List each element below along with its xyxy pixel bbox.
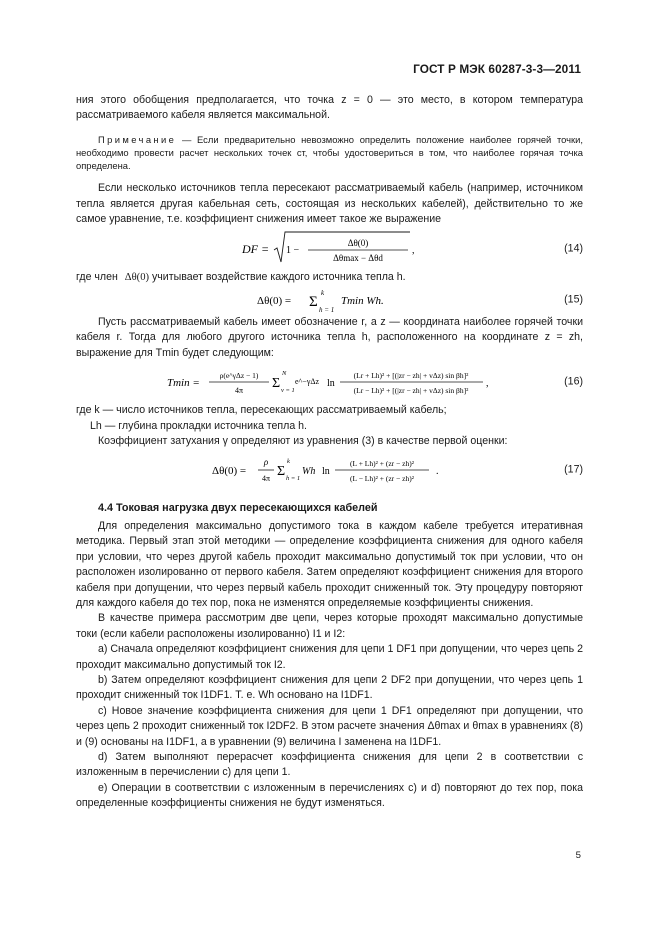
eq15-term: Tmin Wh. (340, 295, 384, 308)
note-text: — Если предварительно невозможно определить положение наиболее горячей точки, необходимо провести расчет нескольких точек ст, чтобы удостовериться в том, что наиболее горячая точка определена. (76, 133, 583, 172)
paragraph-where-k: где k — число источников тепла, пересекающих рассматриваемый кабель; (76, 404, 447, 417)
eq16-sum: Σ (271, 376, 280, 392)
eq17-sum-upper: k (286, 458, 290, 466)
eq16-fraction2-num: (Lr + Lh)² + [(|zr − zh| + vΔz) sin βh]² (353, 371, 468, 381)
section-heading-4-4: 4.4 Токовая нагрузка двух пересекающихся кабелей (98, 502, 378, 515)
svg-text:,: , (485, 378, 488, 390)
list-item-a: a) Сначала определяют коэффициент снижения для цепи 1 DF1 при допущении, что через цепь 2 проходит максимально допустимый ток I2. (76, 643, 583, 671)
list-item-b: b) Затем определяют коэффициент снижения для цепи 2 DF2 при допущении, что через цепь 1 проходит сниженный ток I1DF1. Т. е. Wh основано на I1DF1. (76, 673, 583, 702)
equation-17 (76, 449, 583, 491)
eq16-fraction2-den: (Lr − Lh)² + [(|zr − zh| + vΔz) sin βh]² (353, 386, 468, 396)
svg-text:,: , (411, 244, 414, 256)
term-symbol: Δθ(0) (124, 271, 150, 283)
eq14-numerator: Δθ(0) (347, 237, 368, 248)
equation-14 (76, 228, 583, 270)
equation-14-formula (240, 229, 420, 269)
equation-17-number: (17) (564, 463, 583, 476)
equation-14-number: (14) (564, 241, 583, 254)
eq17-fraction1-num: ρ (263, 457, 268, 468)
list-item-c: c) Новое значение коэффициента снижения для цепи 1 DF1 определяют при допущении, что через цепь 2 проходит сниженный ток I2DF2. В этом расчете значения Δθmax и θmax в уравнениях (8) и (9) основаны на I1DF1, а в уравнении (9) величина I заменена на I1DF1. (76, 704, 583, 748)
eq15-sum: Σ (308, 294, 318, 311)
paragraph-attenuation: Коэффициент затухания γ определяют из уравнения (3) в качестве первой оценки: (98, 435, 508, 448)
paragraph-iterative-method: Для определения максимально допустимого тока в каждом кабеле требуется итеративная методика. Первый этап этой методики — определение коэффициента снижения для одного кабеля при условии, что через другой кабель проходит максимально допустимый ток при условии, что он расположен изолированно от первого кабеля. Затем определяют коэффициент снижения для второго кабеля при допущении, что через первый кабель проходит сниженный ток. Эту процедуру повторяют для каждого кабеля до тех пор, пока не изменятся определяемые коэффициенты снижения. (76, 519, 583, 609)
list-item-e: e) Операции в соответствии с изложенным в перечислениях c) и d) повторяют до тех пор, пока определенные коэффициенты снижения не будут изменяться. (76, 781, 583, 810)
eq16-ln: ln (326, 378, 335, 390)
eq14-denominator: Δθmax − Δθd (332, 252, 383, 263)
eq16-fraction1-num: ρ(e^γΔz − 1) (219, 371, 258, 381)
eq16-exponential: e^−γΔz (294, 377, 319, 387)
eq15-sum-upper: k (320, 289, 324, 298)
eq17-ln: ln (321, 466, 330, 478)
note-paragraph (76, 133, 583, 173)
note-label: Примечание (98, 133, 177, 145)
equation-15-number: (15) (564, 293, 583, 306)
equation-15 (76, 285, 583, 315)
eq17-sum-lower: h = 1 (285, 475, 300, 483)
eq17-fraction2-den: (L − Lh)² + (zr − zh)² (349, 474, 414, 484)
page-number: 5 (575, 850, 581, 861)
paragraph-consider-cable: Пусть рассматриваемый кабель имеет обозначение r, а z — координата наиболее горячей точки кабеля r. Тогда для любого другого источника тепла h, расположенного на координате z = zh, выражение для Tmin будет следующим: (76, 316, 583, 359)
eq15-lhs: Δθ(0) = (256, 295, 291, 308)
equation-17-formula (210, 450, 450, 490)
eq14-one-minus: 1 − (285, 244, 299, 256)
equation-15-formula (255, 286, 405, 314)
standard-designation: ГОСТ Р МЭК 60287-3-3—2011 (413, 62, 581, 76)
paragraph-continuation: ния этого обобщения предполагается, что точка z = 0 — это место, в котором температура рассматриваемого кабеля является максимальной. (76, 94, 583, 122)
equation-16-number: (16) (564, 375, 583, 388)
eq17-fraction2-num: (L + Lh)² + (zr − zh)² (349, 459, 414, 469)
eq16-fraction1-den: 4π (234, 386, 243, 396)
eq15-sum-lower: h = 1 (318, 306, 334, 315)
paragraph-multiple-sources: Если несколько источников тепла пересекают рассматриваемый кабель (например, источником тепла является другая кабельная сеть, состоящая из нескольких кабелей), действительно то же самое уравнение, т.е. коэффициент снижения имеет такое же выражение (76, 182, 583, 226)
eq16-lhs: Tmin = (166, 377, 200, 390)
eq17-w: Wh (301, 466, 315, 478)
eq17-lhs: Δθ(0) = (211, 465, 246, 478)
equation-16-formula (165, 362, 495, 402)
eq16-sum-lower: v = 1 (280, 387, 295, 395)
paragraph-term-meaning: где член Δθ(0) учитывает воздействие каждого источника тепла h. (76, 270, 406, 283)
paragraph-example: В качестве примера рассмотрим две цепи, через которые проходят максимально допустимые токи (если кабели расположены изолированно) I1 и I2: (76, 612, 583, 640)
svg-text:.: . (435, 466, 438, 478)
eq17-sum: Σ (276, 464, 285, 480)
eq16-sum-upper: N (281, 370, 286, 378)
list-item-d: d) Затем выполняют перерасчет коэффициента снижения для цепи 2 в соответствии с изложенным в перечислении c) для цепи 1. (76, 750, 583, 779)
eq17-fraction1-den: 4π (261, 474, 270, 484)
paragraph-where-lh: Lh — глубина прокладки источника тепла h. (90, 419, 307, 432)
eq14-lhs: DF = (241, 241, 269, 256)
page-body (76, 93, 583, 812)
equation-16 (76, 361, 583, 403)
